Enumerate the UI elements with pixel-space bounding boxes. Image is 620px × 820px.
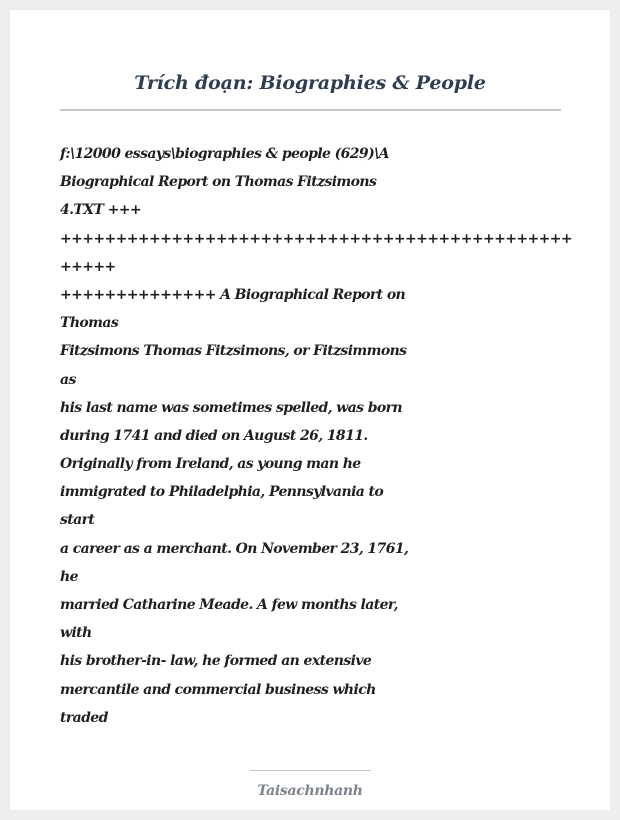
text-line: Fitzsimons Thomas Fitzsimons, or Fitzsimmons — [60, 343, 407, 360]
text-line: Biographical Report on Thomas Fitzsimons — [60, 174, 377, 191]
text-line: a career as a merchant. On November 23, 1761, — [60, 540, 409, 557]
text-line: as — [60, 371, 76, 388]
text-line: traded — [60, 709, 108, 726]
text-line: with — [60, 625, 92, 642]
text-line: he — [60, 568, 78, 585]
text-line: ++++++++++++++++++++++++++++++++++++++++++++++ — [60, 230, 573, 247]
text-line: Thomas — [60, 315, 119, 332]
footer-divider — [250, 770, 371, 771]
text-line: start — [60, 512, 95, 529]
text-line: immigrated to Philadelphia, Pennsylvania to — [60, 484, 384, 501]
text-line: during 1741 and died on August 26, 1811. — [60, 427, 368, 444]
text-line: ++++++++++++++ A Biographical Report on — [60, 286, 406, 303]
document-body — [60, 140, 573, 732]
text-line: his brother-in- law, he formed an extensive — [60, 653, 372, 670]
text-line: 4.TXT +++ — [60, 202, 141, 219]
text-line: +++++ — [60, 258, 116, 275]
text-line: his last name was sometimes spelled, was born — [60, 399, 403, 416]
title-divider — [60, 109, 561, 111]
text-line: Originally from Ireland, as young man he — [60, 456, 361, 473]
document-page — [10, 10, 610, 810]
text-line: married Catharine Meade. A few months later, — [60, 597, 398, 613]
footer-source: Taisachnhanh — [257, 783, 363, 799]
text-line: f:\12000 essays\biographies & people (629)\A — [60, 146, 389, 162]
page-title: Trích đoạn: Biographies & People — [134, 72, 486, 94]
text-line: mercantile and commercial business which — [60, 681, 376, 698]
